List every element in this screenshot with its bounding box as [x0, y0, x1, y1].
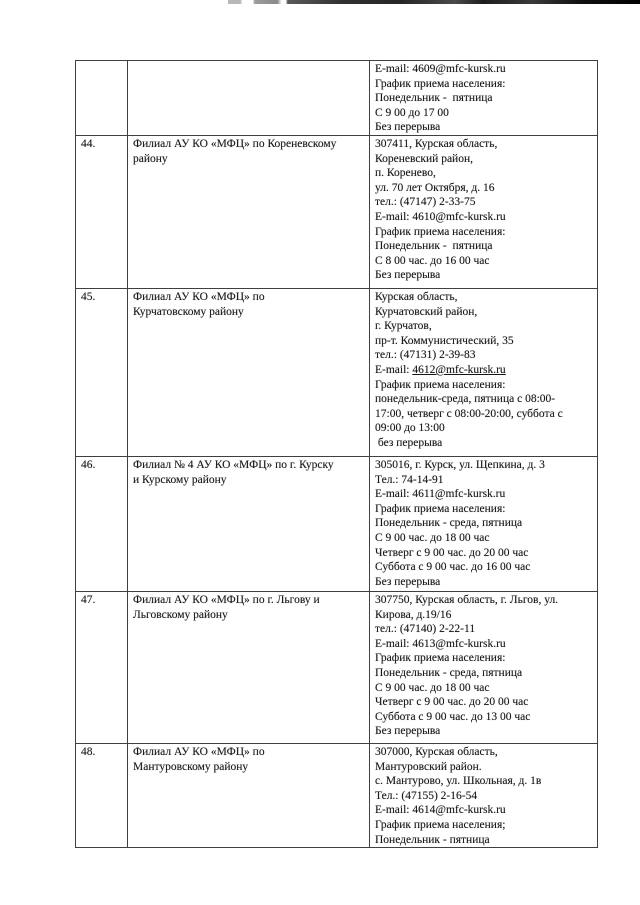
detail-line: тел.: (47147) 2-33-75 [375, 196, 476, 209]
detail-line: График приема населения: [375, 652, 506, 665]
table-row [76, 135, 598, 288]
detail-line: 305016, г. Курск, ул. Щепкина, д. 3 [375, 458, 545, 471]
branch-name-cell [128, 743, 370, 847]
detail-line: 307000, Курская область, [375, 745, 498, 758]
detail-line: п. Коренево, [375, 167, 436, 180]
detail-line: 307750, Курская область, г. Льгов, ул. [375, 593, 559, 606]
detail-line: ул. 70 лет Октября, д. 16 [375, 181, 495, 194]
branch-name-line: Курчатовскому району [133, 305, 244, 318]
detail-line: С 9 00 час. до 18 00 час [375, 531, 490, 544]
row-number: 44. [81, 137, 96, 150]
detail-line: E-mail: 4613@mfc-kursk.ru [375, 637, 506, 650]
detail-line: Понедельник - пятница [375, 833, 490, 846]
detail-line: 17:00, четверг с 08:00-20:00, суббота с [375, 407, 563, 420]
detail-line: Понедельник - пятница [375, 92, 493, 105]
branch-name-line: Льговскому району [133, 608, 228, 621]
branch-name-cell [128, 591, 370, 743]
branch-name-cell [128, 288, 370, 456]
detail-line: с. Мантурово, ул. Школьная, д. 1в [375, 775, 542, 788]
branch-details-cell [370, 743, 598, 847]
row-number: 46. [81, 458, 96, 471]
detail-line: Понедельник - пятница [375, 240, 493, 253]
branch-name-line: Филиал АУ КО «МФЦ» по Кореневскому [133, 137, 337, 150]
row-number-cell [76, 456, 128, 591]
detail-line: Курчатовский район, [375, 305, 478, 318]
detail-line: E-mail: 4610@mfc-kursk.ru [375, 210, 506, 223]
mfc-branches-table [75, 60, 598, 848]
branch-name-line: Филиал АУ КО «МФЦ» по [133, 745, 265, 758]
branch-name-line: Филиал АУ КО «МФЦ» по [133, 290, 265, 303]
detail-line: E-mail: 4611@mfc-kursk.ru [375, 488, 506, 501]
detail-line: пр-т. Коммунистический, 35 [375, 334, 514, 347]
table-row [76, 743, 598, 847]
detail-line: График приема населения: [375, 502, 506, 515]
branch-details-cell [370, 288, 598, 456]
row-number-cell [76, 135, 128, 288]
detail-line: без перерыва [375, 436, 443, 449]
table-row [76, 61, 598, 136]
detail-line: 09:00 до 13:00 [375, 422, 445, 435]
branch-details-cell [370, 61, 598, 136]
branch-table-body [76, 61, 598, 848]
branch-details-cell [370, 591, 598, 743]
branch-details-cell [370, 135, 598, 288]
detail-line: E-mail: 4614@mfc-kursk.ru [375, 804, 506, 817]
row-number: 45. [81, 290, 96, 303]
detail-line: E-mail: 4609@mfc-kursk.ru [375, 63, 506, 75]
detail-line: С 9 00 час. до 18 00 час [375, 681, 490, 694]
detail-line: тел.: (47131) 2-39-83 [375, 349, 476, 362]
branch-name-line: Филиал № 4 АУ КО «МФЦ» по г. Курску [133, 458, 334, 471]
detail-line: Четверг с 9 00 час. до 20 00 час [375, 546, 529, 559]
detail-line: График приема населения: [375, 378, 506, 391]
row-number: 48. [81, 745, 96, 758]
row-number-cell [76, 743, 128, 847]
branch-name-cell [128, 61, 370, 136]
detail-line: Без перерыва [375, 575, 441, 588]
detail-line: График приема населения; [375, 818, 506, 831]
table-row [76, 288, 598, 456]
detail-line: С 8 00 час. до 16 00 час [375, 254, 490, 267]
detail-line: Суббота с 9 00 час. до 13 00 час [375, 710, 531, 723]
detail-line: С 9 00 до 17 00 [375, 106, 449, 119]
row-number: 47. [81, 593, 96, 606]
branch-name-line: и Курскому району [133, 473, 227, 486]
detail-line: Тел.: 74-14-91 [375, 473, 444, 486]
detail-line: Суббота с 9 00 час. до 16 00 час [375, 561, 531, 574]
branch-name-line: Филиал АУ КО «МФЦ» по г. Льгову и [133, 593, 320, 606]
email-link[interactable]: 4612@mfc-kursk.ru [412, 363, 506, 376]
table-row [76, 591, 598, 743]
detail-line: 307411, Курская область, [375, 137, 498, 150]
branch-name-line: Мантуровскому району [133, 760, 249, 773]
detail-line: Без перерыва [375, 121, 441, 134]
detail-line: Без перерыва [375, 269, 441, 282]
detail-line: Кореневский район, [375, 152, 473, 165]
detail-line: Кирова, д.19/16 [375, 608, 452, 621]
scanner-artifact-band [228, 0, 640, 4]
detail-line: Понедельник - среда, пятница [375, 666, 523, 679]
table-row [76, 456, 598, 591]
detail-line: тел.: (47140) 2-22-11 [375, 623, 476, 636]
row-number-cell [76, 288, 128, 456]
detail-line: Курская область, [375, 290, 458, 303]
detail-line: Без перерыва [375, 725, 441, 738]
detail-line: График приема населения: [375, 77, 506, 90]
detail-line [375, 363, 595, 378]
detail-line: г. Курчатов, [375, 320, 432, 333]
detail-line: Мантуровский район. [375, 760, 482, 773]
email-label: E-mail: [375, 363, 413, 376]
detail-line: Понедельник - среда, пятница [375, 517, 523, 530]
detail-line: понедельник-среда, пятница с 08:00- [375, 393, 556, 406]
branch-name-line: району [133, 152, 168, 165]
detail-line: График приема населения: [375, 225, 506, 238]
branch-name-cell [128, 135, 370, 288]
detail-line: Четверг с 9 00 час. до 20 00 час [375, 696, 529, 709]
detail-line: Тел.: (47155) 2-16-54 [375, 789, 478, 802]
branch-details-cell [370, 456, 598, 591]
row-number-cell [76, 591, 128, 743]
row-number-cell [76, 61, 128, 136]
branch-name-cell [128, 456, 370, 591]
